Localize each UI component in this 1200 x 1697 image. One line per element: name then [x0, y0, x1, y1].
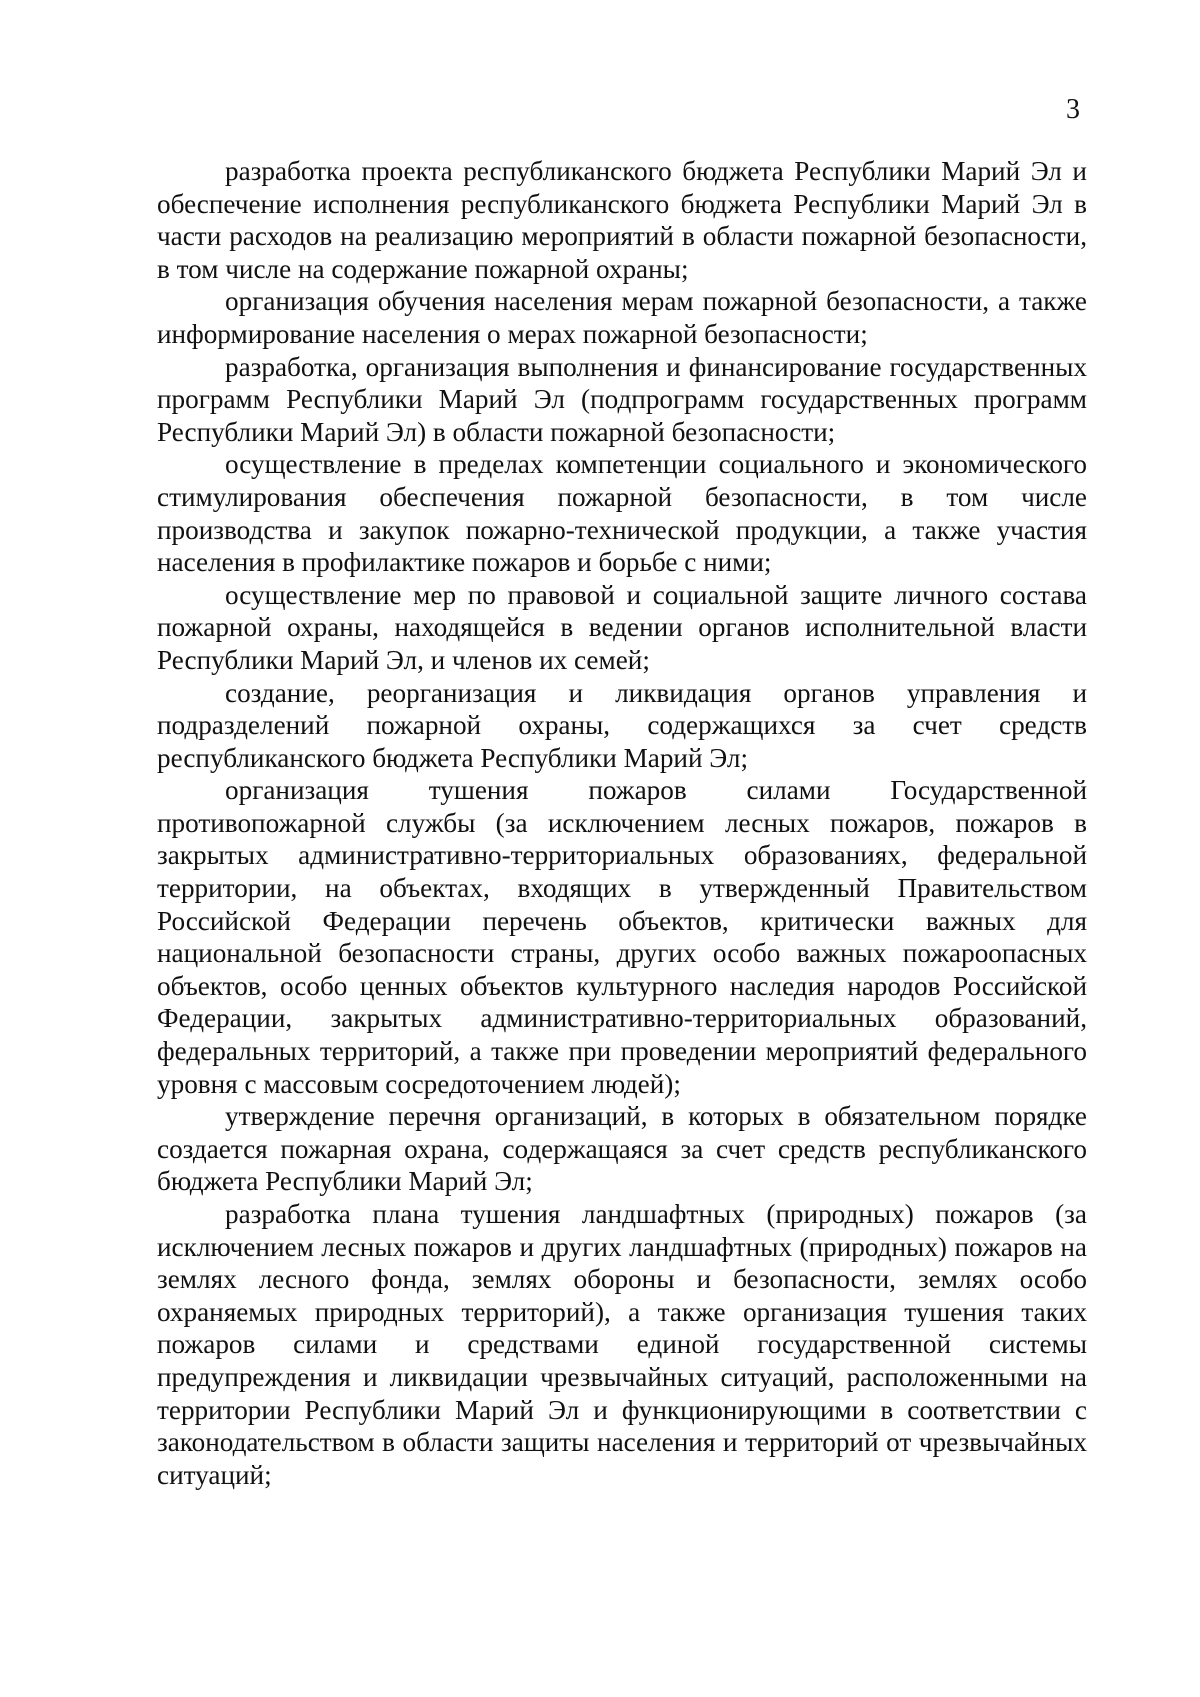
paragraph-programs: разработка, организация выполнения и финансирование государственных программ Республики Марий Эл (подпрограмм государственных программ Республики Марий Эл) в области пожарной безопасности; [157, 351, 1087, 447]
paragraph-budget: разработка проекта республиканского бюджета Республики Марий Эл и обеспечение исполнения республиканского бюджета Республики Марий Эл в части расходов на реализацию мероприятий в области пожарной безопасности, в том числе на содержание пожарной охраны; [157, 156, 1087, 284]
paragraph-organizations-list: утверждение перечня организаций, в которых в обязательном порядке создается пожарная охрана, содержащаяся за счет средств республиканского бюджета Республики Марий Эл; [157, 1101, 1087, 1197]
document-body [157, 155, 1087, 1491]
paragraph-stimulation: осуществление в пределах компетенции социального и экономического стимулирования обеспечения пожарной безопасности, в том числе производства и закупок пожарно-технической продукции, а также участия населения в профилактике пожаров и борьбе с ними; [157, 449, 1087, 578]
paragraph-units: создание, реорганизация и ликвидация органов управления и подразделений пожарной охраны, содержащихся за счет средств республиканского бюджета Республики Марий Эл; [157, 677, 1087, 773]
paragraph-firefighting: организация тушения пожаров силами Государственной противопожарной службы (за исключением лесных пожаров, пожаров в закрытых административно-территориальных образованиях, федеральной территории, на объектах, входящих в утвержденный Правительством Российской Федерации перечень объектов, критически важных для национальной безопасности страны, других особо важных пожароопасных объектов, особо ценных объектов культурного наследия народов Российской Федерации, закрытых административно-территориальных образований, федеральных территорий, а также при проведении мероприятий федерального уровня с массовым сосредоточением людей); [157, 775, 1087, 1099]
paragraph-landscape-fires: разработка плана тушения ландшафтных (природных) пожаров (за исключением лесных пожаров и других ландшафтных (природных) пожаров на землях лесного фонда, землях обороны и безопасности, землях особо охраняемых природных территорий), а также организация тушения таких пожаров силами и средствами единой государственной системы предупреждения и ликвидации чрезвычайных ситуаций, расположенными на территории Республики Марий Эл и функционирующими в соответствии с законодательством в области защиты населения и территорий от чрезвычайных ситуаций; [157, 1199, 1087, 1490]
page-number: 3 [1066, 94, 1080, 125]
paragraph-social-protection: осуществление мер по правовой и социальной защите личного состава пожарной охраны, находящейся в ведении органов исполнительной власти Республики Марий Эл, и членов их семей; [157, 579, 1087, 675]
paragraph-training: организация обучения населения мерам пожарной безопасности, а также информирование населения о мерах пожарной безопасности; [157, 286, 1087, 349]
